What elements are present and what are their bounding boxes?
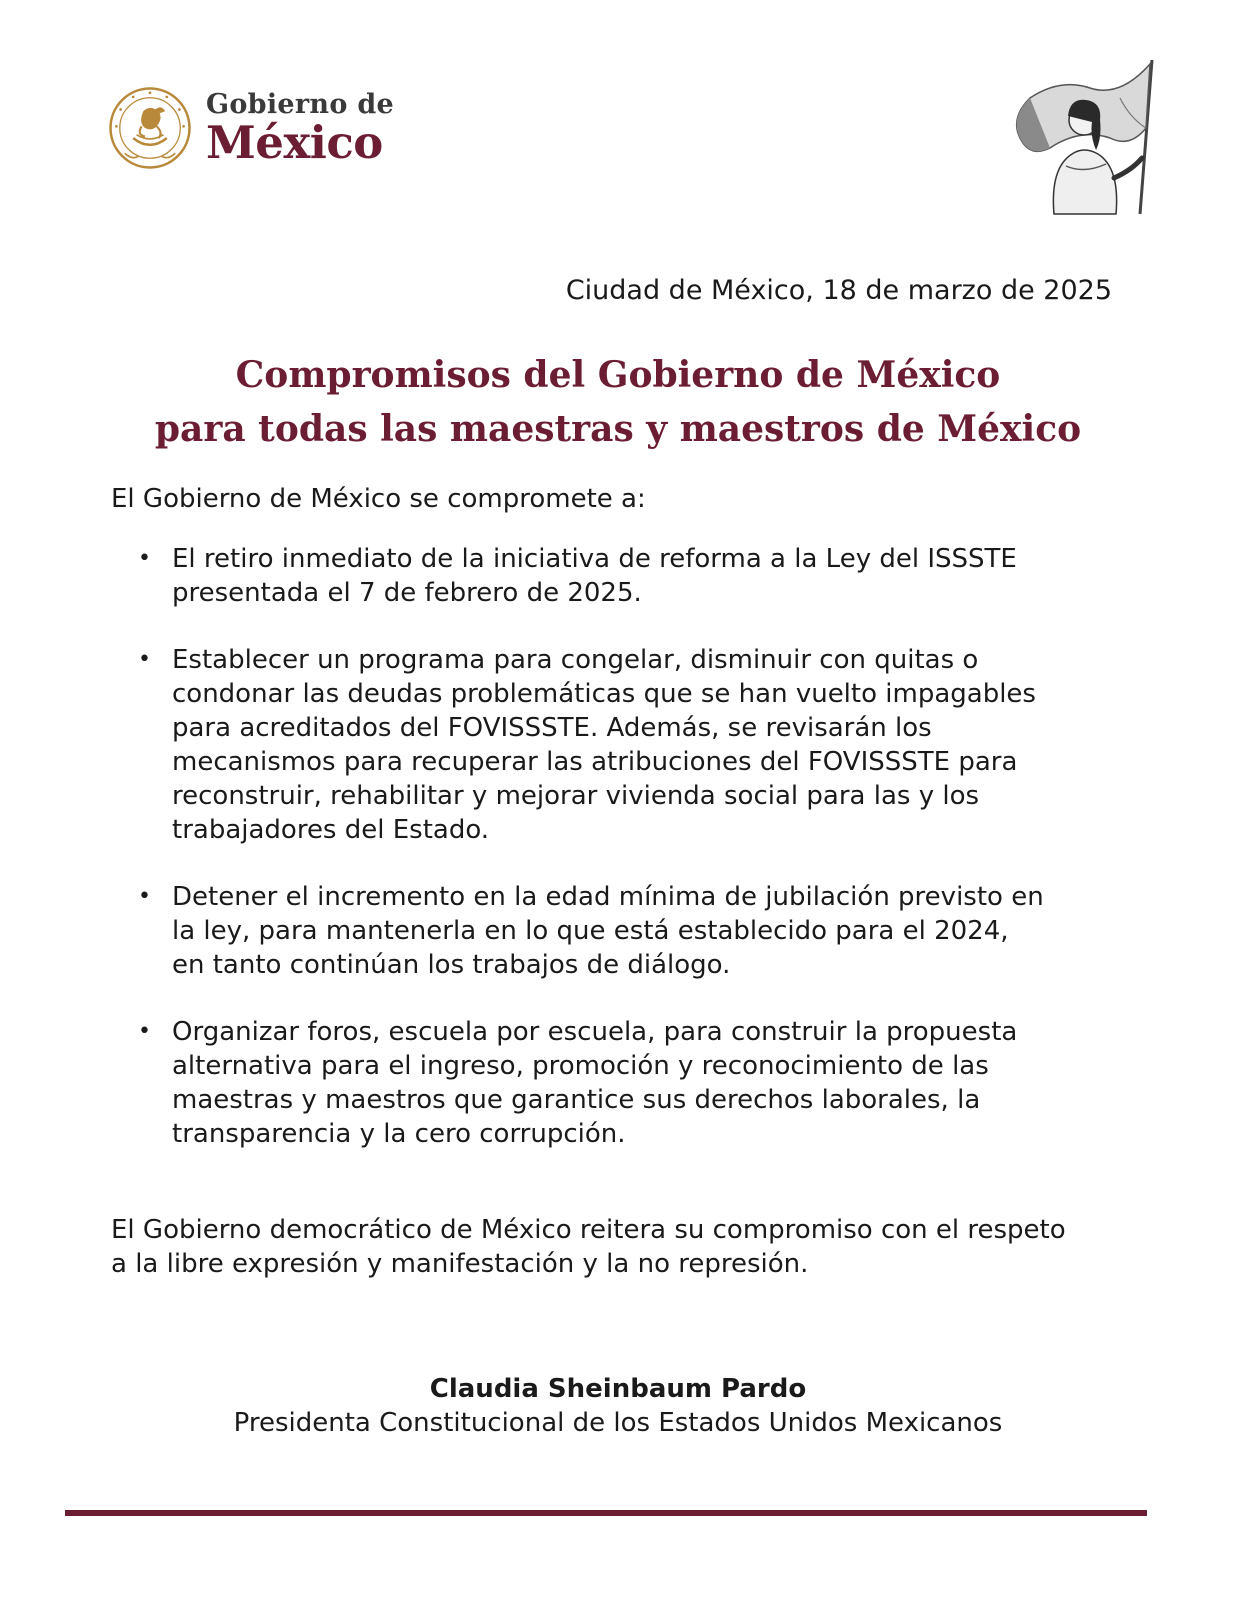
commitment-line: para acreditados del FOVISSSTE. Además, se revisarán los: [172, 713, 932, 743]
commitment-line: mecanismos para recuperar las atribuciones del FOVISSSTE para: [172, 747, 1018, 777]
intro-paragraph: El Gobierno de México se compromete a:: [111, 484, 646, 514]
footer-divider: [65, 1510, 1147, 1516]
closing-line-2: a la libre expresión y manifestación y la no represión.: [111, 1249, 809, 1279]
commitment-line: transparencia y la cero corrupción.: [172, 1119, 626, 1149]
logo-line-gobierno-de: Gobierno de: [206, 89, 395, 120]
bullet-icon: •: [138, 546, 151, 571]
commitment-line: alternativa para el ingreso, promoción y reconocimiento de las: [172, 1051, 989, 1081]
letterhead: [0, 0, 1236, 240]
list-item: [138, 1015, 1078, 1151]
title-line-1: Compromisos del Gobierno de México: [235, 354, 1001, 396]
commitment-line: presentada el 7 de febrero de 2025.: [172, 578, 642, 608]
logo-line-mexico: México: [206, 116, 383, 169]
woman-with-flag-illustration-icon: [1010, 58, 1170, 218]
gobierno-de-mexico-logo: [108, 86, 394, 170]
commitment-line: Organizar foros, escuela por escuela, para construir la propuesta: [172, 1017, 1018, 1047]
signatory-title: Presidenta Constitucional de los Estados Unidos Mexicanos: [233, 1408, 1003, 1438]
closing-paragraph: [111, 1213, 1111, 1281]
national-seal-icon: [108, 86, 192, 170]
list-item: [138, 880, 1078, 982]
list-item: [138, 542, 1078, 610]
bullet-icon: •: [138, 1019, 151, 1044]
commitment-line: en tanto continúan los trabajos de diálogo.: [172, 950, 731, 980]
bullet-icon: •: [138, 647, 151, 672]
commitment-line: maestras y maestros que garantice sus derechos laborales, la: [172, 1085, 981, 1115]
signature-block: [0, 1372, 1236, 1440]
commitment-line: Establecer un programa para congelar, disminuir con quitas o: [172, 645, 979, 675]
commitment-line: El retiro inmediato de la iniciativa de reforma a la Ley del ISSSTE: [172, 544, 1017, 574]
commitment-line: condonar las deudas problemáticas que se han vuelto impagables: [172, 679, 1036, 709]
list-item: [138, 643, 1078, 847]
commitments-list: [138, 542, 1078, 1184]
commitment-line: trabajadores del Estado.: [172, 815, 490, 845]
signatory-name: Claudia Sheinbaum Pardo: [429, 1374, 807, 1404]
commitment-line: la ley, para mantenerla en lo que está establecido para el 2024,: [172, 916, 1009, 946]
document-date: Ciudad de México, 18 de marzo de 2025: [565, 275, 1112, 306]
commitment-line: reconstruir, rehabilitar y mejorar vivienda social para las y los: [172, 781, 980, 811]
document-title: [0, 348, 1236, 456]
commitment-line: Detener el incremento en la edad mínima de jubilación previsto en: [172, 882, 1044, 912]
title-line-2: para todas las maestras y maestros de México: [154, 408, 1082, 450]
bullet-icon: •: [138, 884, 151, 909]
closing-line-1: El Gobierno democrático de México reitera su compromiso con el respeto: [111, 1215, 1066, 1245]
